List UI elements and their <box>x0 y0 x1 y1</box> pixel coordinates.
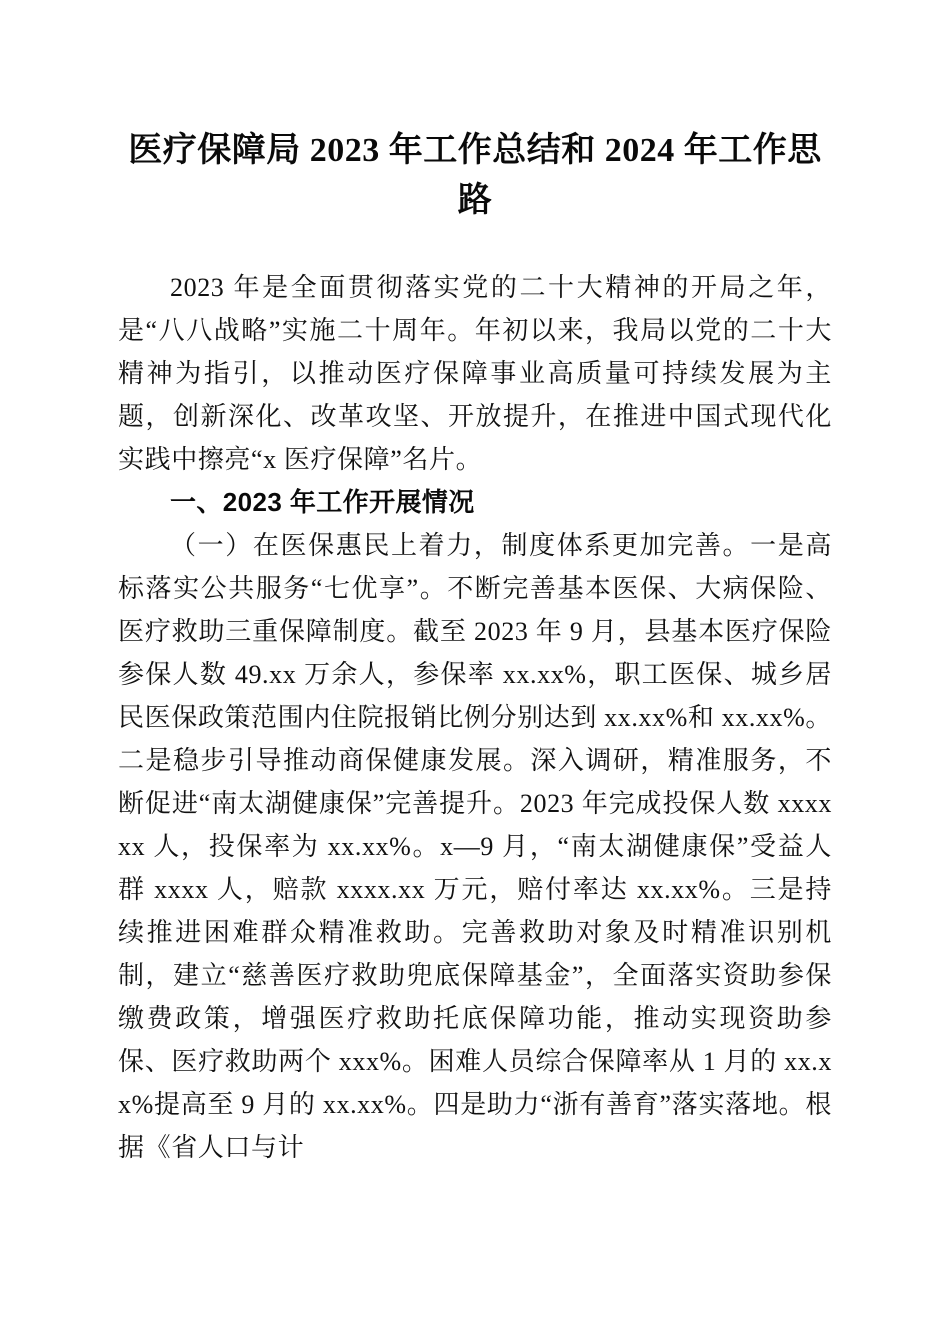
page-title: 医疗保障局 2023 年工作总结和 2024 年工作思路 <box>128 132 822 219</box>
intro-paragraph: 2023 年是全面贯彻落实党的二十大精神的开局之年，是“八八战略”实施二十周年。年初以来，我局以党的二十大精神为指引，以推动医疗保障事业高质量可持续发展为主题，创新深化、改革攻坚、开放提升，在推进中国式现代化实践中擦亮“x 医疗保障”名片。 <box>118 273 832 474</box>
document-body <box>118 266 832 1169</box>
section-one-item-one-paragraph: （一）在医保惠民上着力，制度体系更加完善。一是高标落实公共服务“七优享”。不断完善基本医保、大病保险、医疗救助三重保障制度。截至 2023 年 9 月，县基本医疗保险参保人数 49.xx 万余人，参保率 xx.xx%，职工医保、城乡居民医保政策范围内住院报销比例分别达到 xx.xx%和 xx.xx%。二是稳步引导推动商保健康发展。深入调研，精准服务，不断促进“南太湖健康保”完善提升。2023 年完成投保人数 xxxxxx 人，投保率为 xx.xx%。x—9 月，“南太湖健康保”受益人群 xxxx 人，赔款 xxxx.xx 万元，赔付率达 xx.xx%。三是持续推进困难群众精准救助。完善救助对象及时精准识别机制，建立“慈善医疗救助兜底保障基金”，全面落实资助参保缴费政策，增强医疗救助托底保障功能，推动实现资助参保、医疗救助两个 xxx%。困难人员综合保障率从 1 月的 xx.xx%提高至 9 月的 xx.xx%。四是助力“浙有善育”落实落地。根据《省人口与计 <box>118 531 832 1162</box>
section-heading-one: 一、2023 年工作开展情况 <box>170 487 475 517</box>
